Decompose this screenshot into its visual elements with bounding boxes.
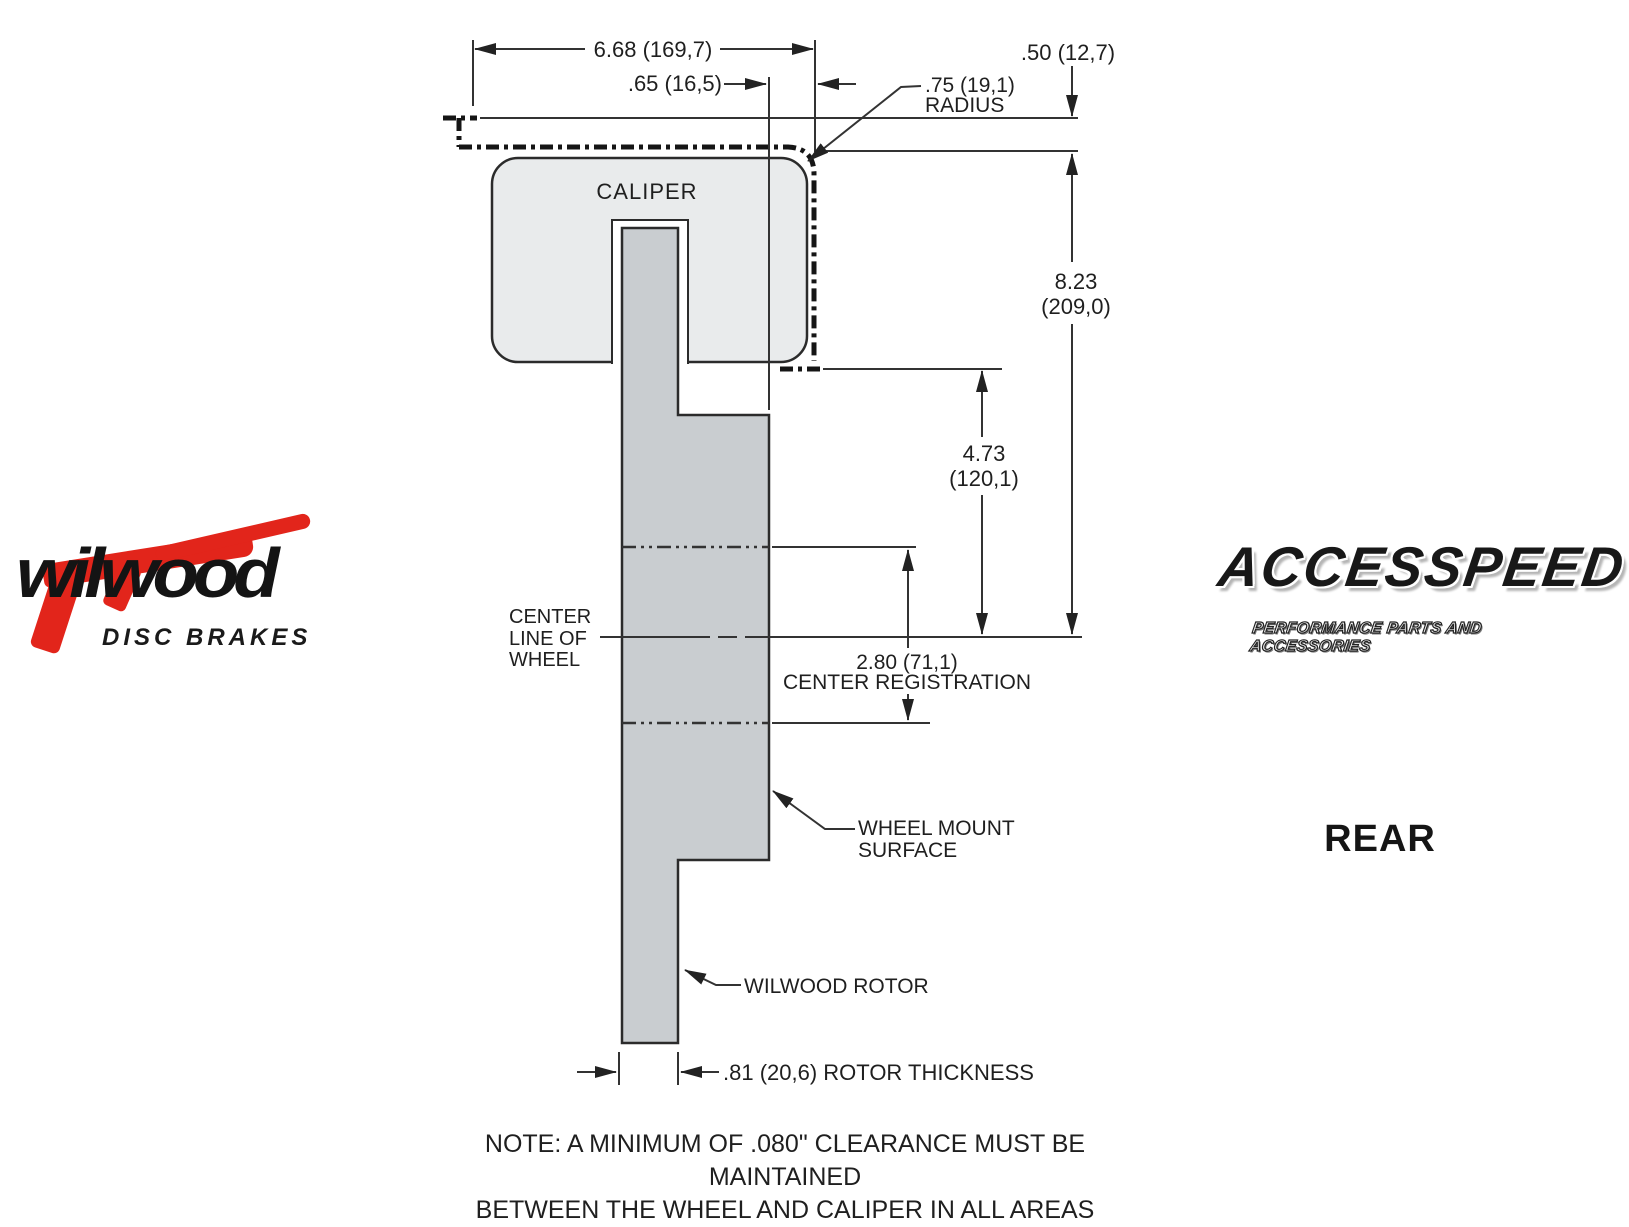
wilwood-logo [14,522,344,657]
wilwood-rotor-label: WILWOOD ROTOR [744,975,929,998]
clearance-note: NOTE: A MINIMUM OF .080" CLEARANCE MUST BE MAINTAINED BETWEEN THE WHEEL AND CALIPER IN ALL AREAS [475,1130,1095,1224]
dim-mount-face-offset: .65 (16,5) [627,71,722,96]
dim-mount-height: 4.73 (120,1) [949,441,1019,491]
dim-overall-width: 6.68 (169,7) [593,37,713,62]
dim-radius: .75 (19,1) RADIUS [925,74,1015,117]
center-line-label: CENTER LINE OF WHEEL [509,606,592,671]
wilwood-tagline: DISC BRAKES [102,624,312,651]
dim-center-registration: 2.80 (71,1) CENTER REGISTRATION [782,651,1032,694]
wheel-mount-surface-label: WHEEL MOUNT SURFACE [858,817,1015,862]
accesspeed-wordmark: ACCESSPEED [1214,535,1629,598]
dim-overall-height: 8.23 (209,0) [1041,269,1111,319]
wilwood-wordmark: wilwood [16,534,274,613]
dim-rotor-thickness: .81 (20,6) ROTOR THICKNESS [723,1060,1034,1085]
caliper-label: CALIPER [596,179,698,204]
accesspeed-tagline: PERFORMANCE PARTS AND ACCESSORIES [1248,620,1483,655]
position-label: REAR [1324,818,1436,860]
dim-wheel-clearance: .50 (12,7) [1020,40,1116,65]
accesspeed-logo [1205,532,1629,655]
